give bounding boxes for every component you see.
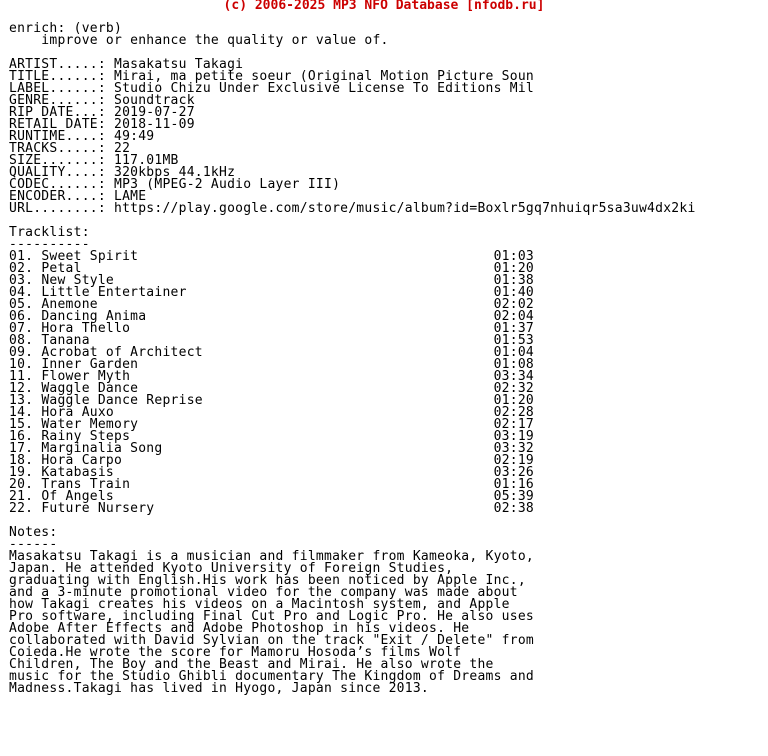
tracklist-underline: ----------	[9, 237, 90, 252]
notes-line: Japan. He attended Kyoto University of Foreign Studies,	[9, 561, 454, 576]
info-block	[9, 59, 696, 215]
notes-heading: Notes:	[9, 525, 58, 540]
track-time: 02:19	[493, 453, 535, 468]
notes-line: Children, The Boy and the Beast and Mirai. He also wrote the	[9, 657, 494, 672]
definition-term: enrich: (verb)	[9, 21, 123, 36]
track-number: 14.	[9, 405, 34, 420]
track-number: 07.	[9, 321, 34, 336]
track-time: 03:32	[493, 441, 535, 456]
track-time: 02:38	[493, 501, 535, 516]
info-value: MP3 (MPEG-2 Audio Layer III)	[114, 177, 341, 192]
track-time: 01:08	[493, 357, 534, 372]
info-value: https://play.google.com/store/music/album?id=Boxlr5gq7nhuiqr5sa3uw4dx2ki	[114, 201, 696, 216]
track-title: Acrobat of Architect	[41, 345, 203, 360]
track-number: 20.	[9, 477, 34, 492]
notes-line: Madness.Takagi has lived in Hyogo, Japan since 2013.	[9, 681, 429, 696]
nfo-document	[9, 23, 696, 695]
track-number: 22.	[9, 501, 34, 516]
track-time: 02:28	[493, 405, 535, 420]
track-title: Hora Carpo	[41, 453, 123, 468]
info-key: TRACKS.....:	[9, 141, 114, 156]
info-key: ENCODER....:	[9, 189, 114, 204]
track-number: 06.	[9, 309, 34, 324]
info-key: RUNTIME....:	[9, 129, 114, 144]
notes-line: graduating with English.His work has been noticed by Apple Inc.,	[9, 573, 526, 588]
track-number: 09.	[9, 345, 34, 360]
track-title: Waggle Dance	[41, 381, 139, 396]
track-time: 02:02	[493, 297, 535, 312]
track-time: 01:37	[493, 321, 534, 336]
info-value: Masakatsu Takagi	[114, 57, 244, 72]
track-number: 17.	[9, 441, 34, 456]
track-time: 01:16	[493, 477, 534, 492]
track-title: Dancing Anima	[41, 309, 147, 324]
track-time: 02:32	[493, 381, 534, 396]
track-title: Tanana	[41, 333, 90, 348]
info-value: 22	[114, 141, 131, 156]
info-row	[9, 203, 696, 215]
info-value: Studio Chizu Under Exclusive License To Editions Mil	[114, 81, 534, 96]
track-time: 01:38	[493, 273, 535, 288]
info-value: 117.01MB	[114, 153, 179, 168]
track-title: Of Angels	[41, 489, 115, 504]
info-key: SIZE.......:	[9, 153, 114, 168]
track-time: 03:34	[493, 369, 534, 384]
track-title: Katabasis	[41, 465, 115, 480]
notes-line: Coieda.He wrote the score for Mamoru Hosoda’s films Wolf	[9, 645, 462, 660]
track-title: Marginalia Song	[41, 441, 163, 456]
blank-line	[9, 215, 696, 227]
notes-line: how Takagi creates his videos on a Macintosh system, and Apple	[9, 597, 510, 612]
notes-line: Pro software, including Final Cut Pro and Logic Pro. He also uses	[9, 609, 534, 624]
track-title: Flower Myth	[41, 369, 131, 384]
track-title: Water Memory	[41, 417, 139, 432]
track-number: 11.	[9, 369, 34, 384]
notes-line: Adobe After Effects and Adobe Photoshop in his videos. He	[9, 621, 470, 636]
track-row	[9, 503, 696, 515]
track-title: Waggle Dance Reprise	[41, 393, 203, 408]
info-key: TITLE......:	[9, 69, 114, 84]
notes-body	[9, 551, 696, 695]
info-value: Mirai, ma petite soeur (Original Motion Picture Soun	[114, 69, 534, 84]
info-key: LABEL......:	[9, 81, 114, 96]
track-time: 02:04	[493, 309, 534, 324]
notes-line: Masakatsu Takagi is a musician and filmmaker from Kameoka, Kyoto,	[9, 549, 534, 564]
info-key: CODEC......:	[9, 177, 114, 192]
track-number: 05.	[9, 297, 34, 312]
track-title: Trans Train	[41, 477, 131, 492]
definition-meaning: improve or enhance the quality or value of.	[9, 33, 389, 48]
track-time: 01:03	[493, 249, 534, 264]
track-number: 04.	[9, 285, 34, 300]
track-number: 21.	[9, 489, 34, 504]
track-number: 03.	[9, 273, 34, 288]
info-key: RETAIL DATE:	[9, 117, 114, 132]
info-value: 2018-11-09	[114, 117, 195, 132]
track-title: Future Nursery	[41, 501, 155, 516]
track-title: New Style	[41, 273, 115, 288]
track-time: 01:40	[493, 285, 535, 300]
track-number: 19.	[9, 465, 34, 480]
track-title: Little Entertainer	[41, 285, 187, 300]
track-time: 01:04	[493, 345, 535, 360]
track-title: Hora Auxo	[41, 405, 115, 420]
track-title: Rainy Steps	[41, 429, 131, 444]
track-list	[9, 251, 696, 515]
track-number: 01.	[9, 249, 34, 264]
track-number: 15.	[9, 417, 34, 432]
track-number: 13.	[9, 393, 34, 408]
track-number: 18.	[9, 453, 34, 468]
track-title: Sweet Spirit	[41, 249, 139, 264]
info-key: RIP DATE...:	[9, 105, 114, 120]
info-value: LAME	[114, 189, 147, 204]
track-title: Petal	[41, 261, 82, 276]
notes-line: music for the Studio Ghibli documentary The Kingdom of Dreams and	[9, 669, 534, 684]
info-value: 320kbps 44.1kHz	[114, 165, 236, 180]
track-title: Anemone	[41, 297, 98, 312]
info-key: GENRE......:	[9, 93, 114, 108]
info-value: 2019-07-27	[114, 105, 195, 120]
info-value: 49:49	[114, 129, 155, 144]
tracklist-heading: Tracklist:	[9, 225, 90, 240]
track-time: 01:53	[493, 333, 535, 348]
info-key: QUALITY....:	[9, 165, 114, 180]
track-title: Hora Thello	[41, 321, 131, 336]
track-time: 05:39	[493, 489, 535, 504]
info-value: Soundtrack	[114, 93, 195, 108]
track-time: 03:19	[493, 429, 534, 444]
info-key: ARTIST.....:	[9, 57, 114, 72]
blank-line	[9, 515, 696, 527]
info-key: URL........:	[9, 201, 114, 216]
track-time: 02:17	[493, 417, 534, 432]
track-time: 01:20	[493, 261, 535, 276]
track-time: 01:20	[493, 393, 535, 408]
site-header[interactable]: (c) 2006-2025 MP3 NFO Database [nfodb.ru]	[223, 0, 545, 13]
track-number: 02.	[9, 261, 34, 276]
notes-underline: ------	[9, 537, 58, 552]
notes-line: and a 3-minute promotional video for the company was made about	[9, 585, 518, 600]
track-number: 12.	[9, 381, 34, 396]
track-time: 03:26	[493, 465, 535, 480]
notes-line: collaborated with David Sylvian on the track "Exit / Delete" from	[9, 633, 534, 648]
track-number: 16.	[9, 429, 34, 444]
track-number: 08.	[9, 333, 34, 348]
track-title: Inner Garden	[41, 357, 139, 372]
track-number: 10.	[9, 357, 34, 372]
